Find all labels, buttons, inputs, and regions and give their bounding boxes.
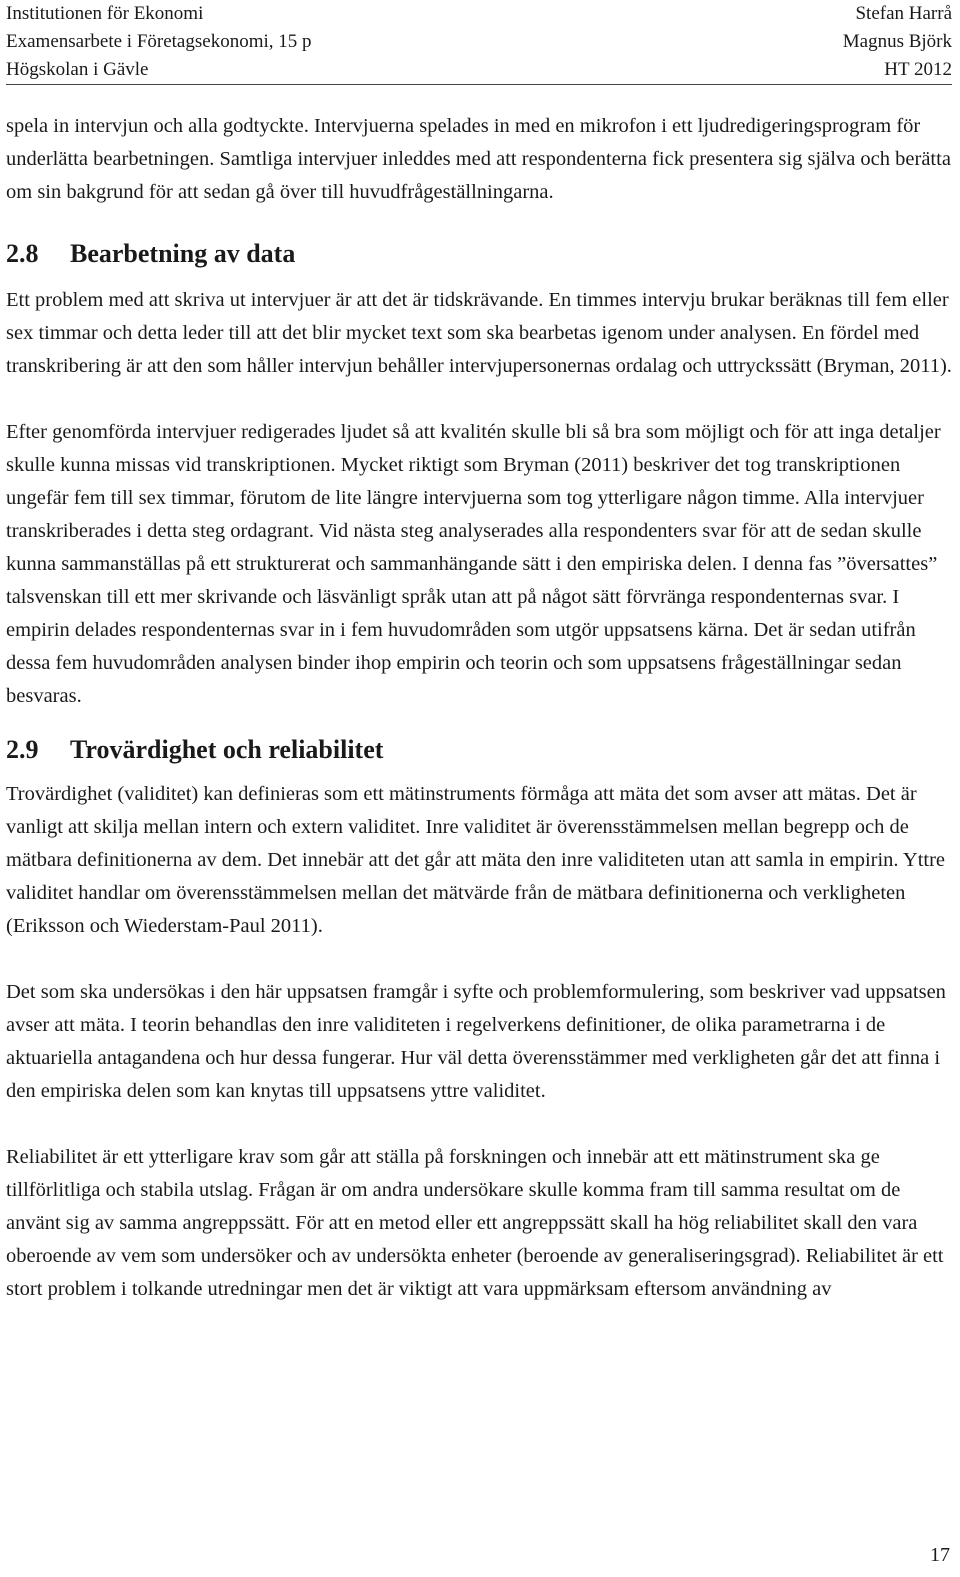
section-number: 2.8 <box>6 239 39 268</box>
paragraph: Ett problem med att skriva ut intervjuer är att det är tidskrävande. En timmes intervju brukar beräknas till fem eller sex timmar och detta leder till att det blir mycket text som ska bearbetas igenom under analysen. En fördel med transkribering är att den som håller intervjun behåller intervjupersonernas ordalag och uttryckssätt (Bryman, 2011). <box>6 289 952 377</box>
intro-paragraph: spela in intervjun och alla godtyckte. Intervjuerna spelades in med en mikrofon i ett ljudredigeringsprogram för underlätta bearbetningen. Samtliga intervjuer inleddes med att respondenterna fick presentera sig själva och berätta om sin bakgrund för att sedan gå över till huvudfrågeställningarna. <box>6 115 951 203</box>
document-body <box>6 110 952 1306</box>
header-term: HT 2012 <box>884 59 952 80</box>
section-title: Trovärdighet och reliabilitet <box>70 735 384 764</box>
header-author-2: Magnus Björk <box>842 31 952 52</box>
paragraph: Det som ska undersökas i den här uppsatsen framgår i syfte och problemformulering, som beskriver vad uppsatsen avser att mäta. I teorin behandlas den inre validiteten i regelverkens definitioner, de olika parametrarna i de aktuariella antagandena och hur dessa fungerar. Hur väl detta överensstämmer med verkligheten går det att finna i den empiriska delen som kan knytas till uppsatsens yttre validitet. <box>6 981 946 1102</box>
page-number: 17 <box>930 1544 950 1566</box>
header-department: Institutionen för Ekonomi <box>6 3 204 24</box>
paragraph: Reliabilitet är ett ytterligare krav som går att ställa på forskningen och innebär att ett mätinstrument ska ge tillförlitliga och stabila utslag. Frågan är om andra undersökare skulle komma fram till samma resultat om de använt sig av samma angreppssätt. För att en metod eller ett angreppssätt skall ha hög reliabilitet skall den vara oberoende av vem som undersöker och av undersökta enheter (beroende av generaliseringsgrad). Reliabilitet är ett stort problem i tolkande utredningar men det är viktigt att vara uppmärksam eftersom användning av <box>6 1146 944 1300</box>
header-row-1 <box>6 0 952 28</box>
paragraph: Efter genomförda intervjuer redigerades ljudet så att kvalitén skulle bli så bra som möjligt och för att inga detaljer skulle kunna missas vid transkriptionen. Mycket riktigt som Bryman (2011) beskriver det tog transkriptionen ungefär fem till sex timmar, förutom de lite längre intervjuerna som tog ytterligare någon timme. Alla intervjuer transkriberades i detta steg ordagrant. Vid nästa steg analyserades alla respondenters svar för att de sedan skulle kunna sammanställas på ett strukturerat och sammanhängande sätt i den empiriska delen. I denna fas ”översattes” talsvenskan till ett mer skrivande och läsvänligt språk utan att på något sätt förvränga respondenternas svar. I empirin delades respondenternas svar in i fem huvudområden som utgör uppsatsens kärna. Det är sedan utifrån dessa fem huvudområden analysen binder ihop empirin och teorin och som uppsatsens frågeställningar sedan besvaras. <box>6 421 941 707</box>
section-number: 2.9 <box>6 735 39 764</box>
paragraph: Trovärdighet (validitet) kan definieras som ett mätinstruments förmåga att mäta det som avser att mätas. Det är vanligt att skilja mellan intern och extern validitet. Inre validitet är överensstämmelsen mellan begrepp och de mätbara definitionerna av dem. Det innebär att det går att mäta den inre validiteten utan att samla in empirin. Yttre validitet handlar om överensstämmelsen mellan det mätvärde från de mätbara definitionerna och verkligheten (Eriksson och Wiederstam-Paul 2011). <box>6 783 946 937</box>
section-title: Bearbetning av data <box>70 239 296 268</box>
header-course: Examensarbete i Företagsekonomi, 15 p <box>6 31 312 52</box>
header-author-1: Stefan Harrå <box>855 3 952 24</box>
header-university: Högskolan i Gävle <box>6 59 149 80</box>
section-heading-2-8 <box>6 237 952 270</box>
section-heading-2-9 <box>6 733 952 766</box>
header-row-2 <box>6 28 952 56</box>
header-row-3 <box>6 56 952 84</box>
page-header <box>6 0 952 85</box>
